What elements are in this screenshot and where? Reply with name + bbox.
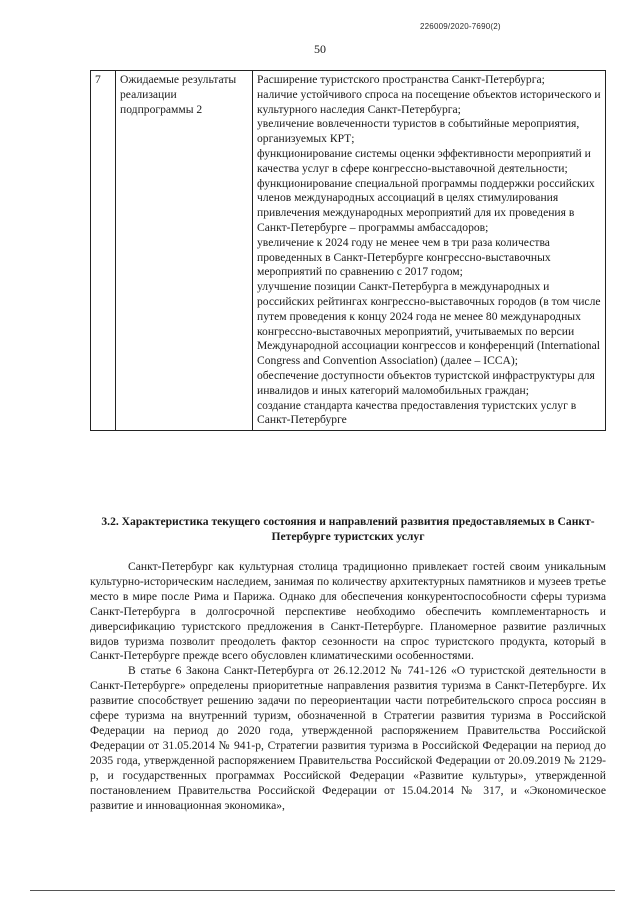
list-item: увеличение к 2024 году не менее чем в три раза количества проведенных в Санкт-Петербурге конгрессно-выставочных мероприятий по сравнению с 2017 годом; [257,235,551,279]
page-bottom-divider [30,890,615,891]
list-item: функционирование специальной программы поддержки российских членов международных ассоциаций в целях стимулирования привлечения международных мероприятий для их проведения в Санкт-Петербурге – программы амбассадоров; [257,176,595,234]
paragraph: В статье 6 Закона Санкт-Петербурга от 26.12.2012 № 741-126 «О туристской деятельности в Санкт-Петербурге» определены приоритетные направления развития туризма в Санкт-Петербурге. Их развитие способствует решению задачи по переориентации части потребительского спроса россиян в сфере туризма на внутренний туризм, обозначенной в Стратегии развития туризма в Российской Федерации на период до 2020 года, утвержденной распоряжением Правительства Российской Федерации от 31.05.2014 № 941-р, Стратегии развития туризма в Российской Федерации на период до 2035 года, утвержденной распоряжением Правительства Российской Федерации от 20.09.2019 № 2129-р, и государственных программах Российской Федерации «Развитие культуры», утвержденной постановлением Правительства Российской Федерации от 15.04.2014 № 317, и «Экономическое развитие и инновационная экономика», [90,664,606,812]
row-label: Ожидаемые результаты реализации подпрограммы 2 [116,71,253,431]
list-item: функционирование системы оценки эффективности мероприятий и качества услуг в сфере конгрессно-выставочной деятельности; [257,146,591,175]
list-item: обеспечение доступности объектов туристской инфраструктуры для инвалидов и иных категорий маломобильных граждан; [257,368,595,397]
section-heading: 3.2. Характеристика текущего состояния и направлений развития предоставляемых в Санкт-Петербурге туристских услуг [101,515,595,543]
table-row [91,71,606,431]
list-item: увеличение вовлеченности туристов в событийные мероприятия, организуемых КРТ; [257,117,580,146]
row-content [253,71,606,431]
list-item: создание стандарта качества предоставления туристских услуг в Санкт-Петербурге [257,398,577,427]
section-body [90,560,606,813]
row-number: 7 [91,71,116,431]
list-item: Расширение туристского пространства Санкт-Петербурга; [257,73,545,86]
list-item: улучшение позиции Санкт-Петербурга в международных и российских рейтингах конгрессно-выставочных городов (в том числе путем проведения к концу 2024 года не менее 80 международных конгрессно-выставочных мероприятий, учитываемых по версии Международной ассоциации конгрессов и конференций (International Congress and Convention Association) (далее – ICCA); [257,280,601,368]
page-number: 50 [314,42,326,56]
paragraph: Санкт-Петербург как культурная столица традиционно привлекает гостей своим уникальным культурно-историческим наследием, занимая по количеству архитектурных памятников и музеев третье место в мире после Рима и Парижа. Однако для обеспечения конкурентоспособности сферы туризма Санкт-Петербурга в долгосрочной перспективе необходимо обеспечить комплементарность и диверсификацию туристского предложения в Санкт-Петербурге. Планомерное развитие различных видов туризма позволит преодолеть фактор сезонности на спрос туристского продукта, который в Санкт-Петербурге прежде всего обусловлен климатическими особенностями. [90,560,606,663]
list-item: наличие устойчивого спроса на посещение объектов исторического и культурного наследия Санкт-Петербурга; [257,87,601,116]
document-id: 226009/2020-7690(2) [420,22,501,31]
passport-table [90,70,606,431]
